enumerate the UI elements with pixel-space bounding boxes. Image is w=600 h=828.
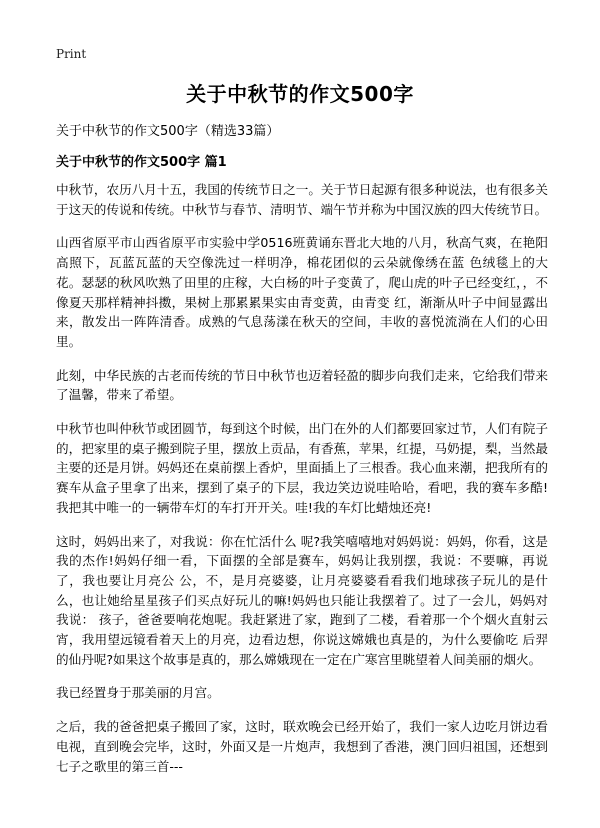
paragraph: 此刻，中华民族的古老而传统的节日中秋节也迈着轻盈的脚步向我们走来，它给我们带来了温馨，带来了希望。 xyxy=(56,367,548,403)
paragraph: 这时，妈妈出来了，对我说：你在忙活什么 呢?我笑嘻嘻地对妈妈说：妈妈，你看，这是我的杰作!妈妈仔细一看，下面摆的全部是赛车，妈妈让我别摆，我说：不要嘛，再说了，我也要让月亮公 公，不，是月亮婆婆，让月亮婆婆看看我们地球孩子玩儿的是什么，也让她给星星孩子们买点好玩儿的嘛!妈妈也只能让我摆着了。过了一会儿，妈妈对我说： 孩子，爸爸要响花炮呢。我赶紧进了家，跑到了二楼，看着那一个个烟火直射云宵，我用望远镜看着天上的月亮，边看边想，你说这嫦娥也真是的，为什么要偷吃 后羿的仙丹呢?如果这个故事是真的，那么嫦娥现在一定在广寒宫里眺望着人间美丽的烟火。 xyxy=(56,533,548,667)
document-subtitle: 关于中秋节的作文500字（精选33篇） xyxy=(56,124,280,139)
document-title: 关于中秋节的作文500字 xyxy=(186,82,414,106)
article-body xyxy=(56,180,548,790)
print-link[interactable]: Print xyxy=(56,47,87,61)
paragraph: 之后，我的爸爸把桌子搬回了家，这时，联欢晚会已经开始了，我们一家人边吃月饼边看电视，直到晚会完毕，这时，外面又是一片炮声，我想到了香港，澳门回归祖国，还想到七子之歌里的第三首--- xyxy=(56,719,548,774)
paragraph: 山西省原平市山西省原平市实验中学0516班黄诵东晋北大地的八月，秋高气爽，在艳阳高照下，瓦蓝瓦蓝的天空像洗过一样明净，棉花团似的云朵就像绣在蓝 色绒毯上的大花。瑟瑟的秋风吹熟了田里的庄稼，大白杨的叶子变黄了，爬山虎的叶子已经变红，，不像夏天那样精神抖擞，果树上那累累果实由青变黄，由青变 红，渐渐从叶子中间显露出来，散发出一阵阵清香。成熟的气息荡漾在秋天的空间，丰收的喜悦流淌在人们的心田里。 xyxy=(56,235,548,349)
section-heading: 关于中秋节的作文500字 篇1 xyxy=(56,155,227,170)
paragraph: 中秋节，农历八月十五，我国的传统节日之一。关于节日起源有很多种说法，也有很多关于这天的传说和传统。中秋节与春节、清明节、端午节并称为中国汉族的四大传统节日。 xyxy=(56,182,548,217)
paragraph: 我已经置身于那美丽的月宫。 xyxy=(56,685,220,701)
paragraph: 中秋节也叫仲秋节或团圆节，每到这个时候，出门在外的人们都要回家过节，人们有院子的，把家里的桌子搬到院子里，摆放上贡品，有香蕉，苹果，红提，马奶提，梨，当然最主要的还是月饼。妈妈还在桌前摆上香炉，里面插上了三根香。我心血来潮，把我所有的赛车从盒子里拿了出来，摆到了桌子的下层，我边笑边说哇哈哈，看吧，我的赛车多酷!我把其中唯一的一辆带车灯的车打开开关。哇!我的车灯比蜡烛还亮! xyxy=(56,421,548,515)
